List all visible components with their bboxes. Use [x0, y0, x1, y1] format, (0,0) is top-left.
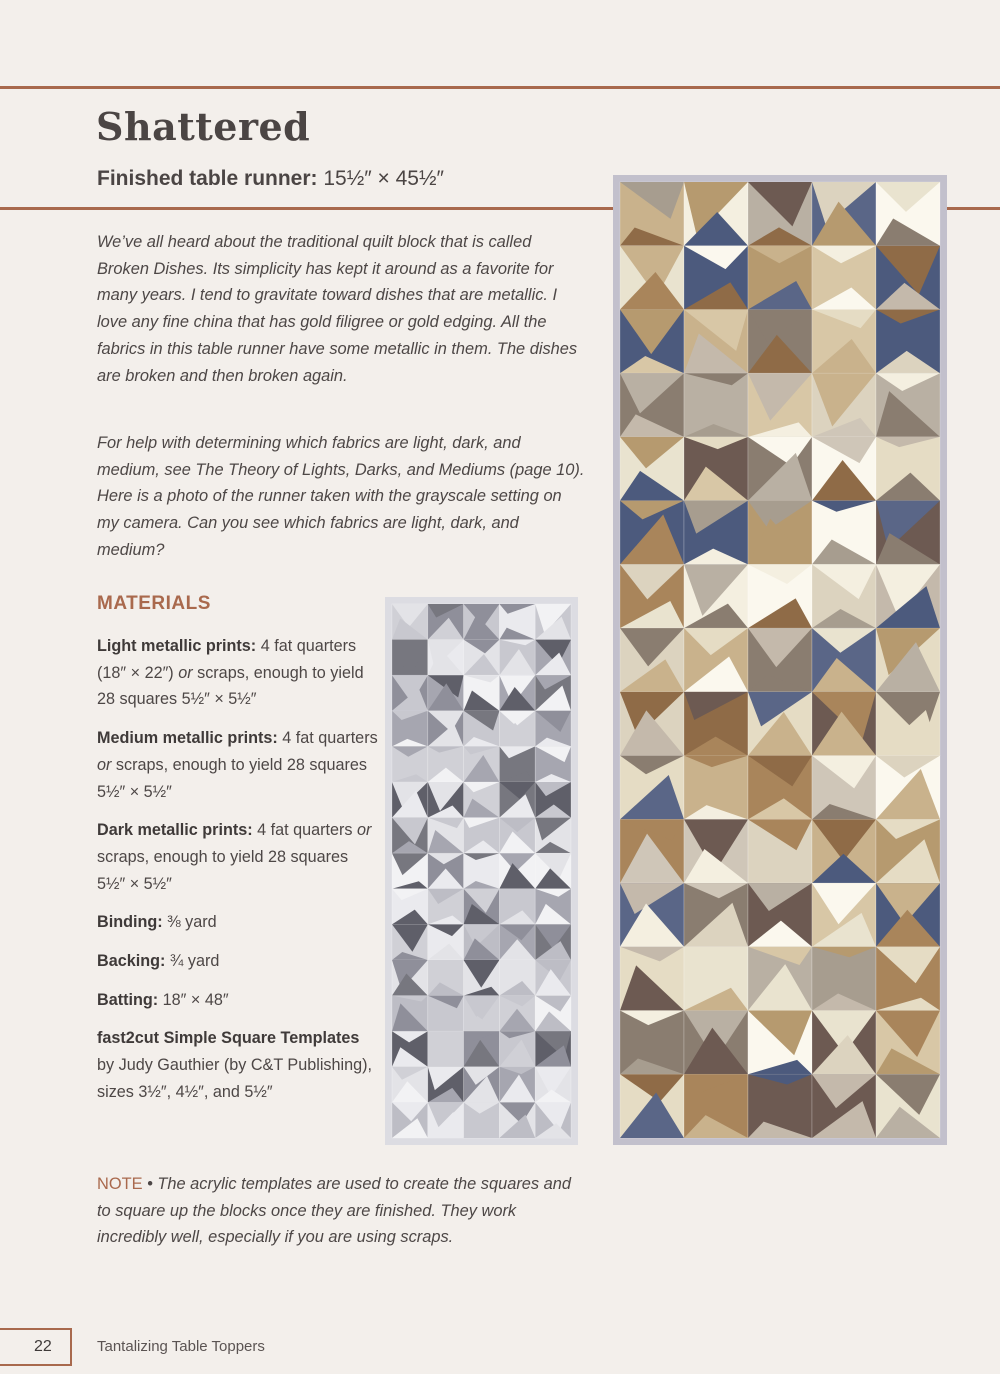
quilt-block: [876, 437, 940, 501]
quilt-block: [499, 1102, 535, 1138]
quilt-block: [684, 756, 748, 820]
materials-heading: MATERIALS: [97, 593, 211, 614]
quilt-block: [464, 1067, 500, 1103]
quilt-block: [392, 960, 428, 996]
quilt-block: [812, 819, 876, 883]
material-templates: [97, 1025, 379, 1105]
quilt-block: [684, 437, 748, 501]
quilt-block: [812, 692, 876, 756]
note-text: • The acrylic templates are used to create the squares and to square up the blocks once they are finished. They work incredibly well, especially if you are using scraps.: [97, 1175, 572, 1247]
quilt-block: [392, 711, 428, 747]
quilt-block: [620, 309, 684, 373]
quilt-block: [620, 1011, 684, 1075]
quilt-block: [876, 883, 940, 947]
quilt-block: [499, 604, 535, 640]
quilt-block: [684, 309, 748, 373]
quilt-block: [876, 501, 940, 565]
quilt-block: [812, 1011, 876, 1075]
quilt-block: [812, 883, 876, 947]
top-rule: [0, 86, 1000, 89]
material-text: 4 fat quarters: [252, 821, 358, 840]
quilt-block: [535, 711, 571, 747]
quilt-block: [392, 818, 428, 854]
quilt-block: [684, 246, 748, 310]
material-label: Light metallic prints:: [97, 637, 257, 655]
quilt-block: [535, 746, 571, 782]
quilt-block: [535, 1067, 571, 1103]
quilt-block: [684, 564, 748, 628]
quilt-block: [620, 373, 684, 437]
quilt-block: [748, 628, 812, 692]
material-text: scraps, enough to yield 28 squares 5½″ × 5½″: [97, 755, 367, 801]
quilt-block: [684, 1011, 748, 1075]
quilt-block: [684, 182, 748, 246]
quilt-block: [464, 1102, 500, 1138]
quilt-block: [499, 640, 535, 676]
quilt-block: [499, 889, 535, 925]
quilt-block: [464, 746, 500, 782]
quilt-block: [464, 675, 500, 711]
quilt-block: [876, 373, 940, 437]
quilt-block: [535, 1031, 571, 1067]
quilt-block: [535, 924, 571, 960]
quilt-block: [876, 1011, 940, 1075]
quilt-block: [499, 711, 535, 747]
quilt-block: [535, 960, 571, 996]
quilt-block: [464, 889, 500, 925]
material-text: ⅜ yard: [162, 913, 217, 932]
material-text-emphasis: or: [178, 663, 193, 682]
quilt-block: [392, 640, 428, 676]
quilt-block: [876, 246, 940, 310]
quilt-block: [499, 924, 535, 960]
quilt-block: [620, 628, 684, 692]
quilt-block: [428, 853, 464, 889]
quilt-block: [748, 309, 812, 373]
material-text: by Judy Gauthier (by C&T Publishing), sizes 3½″, 4½″, and 5½″: [97, 1056, 373, 1101]
quilt-block: [428, 1067, 464, 1103]
quilt-block: [392, 782, 428, 818]
quilt-block: [428, 746, 464, 782]
note-keyword: NOTE: [97, 1175, 143, 1193]
quilt-block: [876, 1074, 940, 1138]
material-medium-prints: [97, 725, 379, 805]
quilt-block: [812, 564, 876, 628]
quilt-block: [535, 818, 571, 854]
quilt-block: [812, 373, 876, 437]
quilt-block: [392, 853, 428, 889]
quilt-block: [876, 947, 940, 1011]
quilt-block: [812, 437, 876, 501]
quilt-block: [876, 564, 940, 628]
quilt-block: [876, 756, 940, 820]
quilt-photo-color: [613, 175, 947, 1145]
quilt-block: [812, 756, 876, 820]
page-title: Shattered: [96, 104, 311, 149]
quilt-block: [535, 853, 571, 889]
quilt-block: [684, 819, 748, 883]
quilt-block: [748, 1074, 812, 1138]
quilt-block: [876, 628, 940, 692]
quilt-block: [748, 1011, 812, 1075]
quilt-block: [684, 692, 748, 756]
running-title: Tantalizing Table Toppers: [97, 1338, 265, 1355]
quilt-block: [620, 182, 684, 246]
quilt-block: [464, 711, 500, 747]
quilt-block: [876, 309, 940, 373]
quilt-block: [748, 373, 812, 437]
note: [97, 1171, 587, 1251]
quilt-block: [748, 756, 812, 820]
quilt-block: [499, 675, 535, 711]
quilt-block: [748, 182, 812, 246]
quilt-block: [535, 1102, 571, 1138]
quilt-block: [499, 960, 535, 996]
quilt-block: [428, 996, 464, 1032]
quilt-block: [499, 818, 535, 854]
quilt-block: [392, 675, 428, 711]
quilt-block: [684, 1074, 748, 1138]
material-label: Medium metallic prints:: [97, 729, 278, 748]
quilt-block: [620, 883, 684, 947]
quilt-block: [748, 246, 812, 310]
quilt-block: [392, 1102, 428, 1138]
quilt-block: [392, 746, 428, 782]
quilt-block: [684, 947, 748, 1011]
quilt-block: [684, 373, 748, 437]
quilt-block: [464, 853, 500, 889]
quilt-block: [428, 1102, 464, 1138]
quilt-block: [428, 1031, 464, 1067]
quilt-block: [684, 628, 748, 692]
quilt-block: [499, 746, 535, 782]
quilt-block: [876, 182, 940, 246]
materials-list: [97, 633, 379, 1118]
quilt-block: [464, 1031, 500, 1067]
quilt-block: [392, 1031, 428, 1067]
material-text: 4 fat quarters: [277, 729, 378, 748]
quilt-block: [464, 924, 500, 960]
quilt-block: [499, 782, 535, 818]
quilt-block: [812, 309, 876, 373]
material-binding: [97, 909, 379, 936]
quilt-block: [464, 960, 500, 996]
material-text: scraps, enough to yield 28 squares 5½″ × 5½″: [97, 847, 349, 893]
quilt-block: [535, 996, 571, 1032]
quilt-block: [464, 604, 500, 640]
material-backing: [97, 948, 379, 975]
material-light-prints: [97, 633, 379, 713]
material-text-emphasis: or: [97, 755, 112, 774]
quilt-block: [428, 960, 464, 996]
quilt-block: [464, 782, 500, 818]
quilt-block: [499, 853, 535, 889]
quilt-block: [812, 246, 876, 310]
quilt-block: [464, 818, 500, 854]
quilt-block: [499, 1031, 535, 1067]
material-batting: [97, 987, 379, 1014]
material-label: Binding:: [97, 913, 163, 932]
quilt-block: [620, 947, 684, 1011]
quilt-block: [812, 501, 876, 565]
intro-paragraph-2: For help with determining which fabrics are light, dark, and medium, see The Theory of Lights, Darks, and Mediums (page 10). Here is a photo of the runner taken with the grayscale setting on my camera. Can you see which fabrics are light, dark, and medium?: [97, 434, 585, 559]
quilt-block: [748, 437, 812, 501]
quilt-block: [535, 782, 571, 818]
quilt-block: [392, 1067, 428, 1103]
quilt-block: [748, 883, 812, 947]
quilt-block: [748, 819, 812, 883]
page-number: 22: [34, 1338, 52, 1355]
quilt-block: [428, 782, 464, 818]
quilt-block: [748, 947, 812, 1011]
quilt-block: [748, 501, 812, 565]
quilt-block: [812, 947, 876, 1011]
quilt-block: [428, 889, 464, 925]
quilt-block: [620, 1074, 684, 1138]
quilt-block: [535, 604, 571, 640]
quilt-block: [428, 675, 464, 711]
quilt-block: [392, 604, 428, 640]
quilt-block: [535, 675, 571, 711]
quilt-block: [392, 996, 428, 1032]
quilt-block: [620, 692, 684, 756]
material-text: scraps, enough to yield 28 squares 5½″ × 5½″: [97, 663, 364, 709]
quilt-block: [428, 604, 464, 640]
quilt-block: [876, 692, 940, 756]
quilt-block: [428, 818, 464, 854]
quilt-block: [684, 883, 748, 947]
quilt-block: [812, 1074, 876, 1138]
quilt-block: [428, 711, 464, 747]
finished-size-label: Finished table runner:: [97, 167, 318, 190]
material-text: ¾ yard: [165, 952, 220, 971]
quilt-block: [464, 640, 500, 676]
material-text: 18″ × 48″: [158, 990, 229, 1009]
quilt-block: [812, 182, 876, 246]
quilt-block: [876, 819, 940, 883]
quilt-block: [620, 756, 684, 820]
quilt-block: [428, 924, 464, 960]
quilt-block: [499, 996, 535, 1032]
intro-paragraph-1: We’ve all heard about the traditional quilt block that is called Broken Dishes. Its simplicity has kept it around as a favorite for many years. I tend to gravitate toward dishes that are metallic. I love any fine china that has gold filigree or gold edging. All the fabrics in this table runner have some metallic in them. The dishes are broken and then broken again.: [97, 233, 578, 385]
material-label: Batting:: [97, 990, 159, 1009]
quilt-block: [684, 501, 748, 565]
quilt-block: [620, 501, 684, 565]
material-label: fast2cut Simple Square Templates: [97, 1029, 360, 1048]
finished-size-value: 15½″ × 45½″: [323, 167, 444, 190]
quilt-block: [620, 437, 684, 501]
quilt-block: [620, 246, 684, 310]
quilt-block: [748, 692, 812, 756]
quilt-block: [428, 640, 464, 676]
quilt-block: [535, 640, 571, 676]
quilt-block: [620, 819, 684, 883]
material-dark-prints: [97, 817, 379, 897]
quilt-photo-grayscale: [385, 597, 578, 1145]
quilt-block: [499, 1067, 535, 1103]
finished-size: [97, 167, 444, 191]
quilt-block: [392, 889, 428, 925]
material-label: Dark metallic prints:: [97, 821, 253, 840]
quilt-block: [748, 564, 812, 628]
material-text-emphasis: or: [357, 821, 372, 840]
material-text: 4 fat quarters (18″ × 22″): [97, 637, 357, 682]
quilt-block: [812, 628, 876, 692]
quilt-block: [535, 889, 571, 925]
quilt-block: [620, 564, 684, 628]
material-label: Backing:: [97, 952, 166, 971]
quilt-block: [464, 996, 500, 1032]
quilt-block: [392, 924, 428, 960]
